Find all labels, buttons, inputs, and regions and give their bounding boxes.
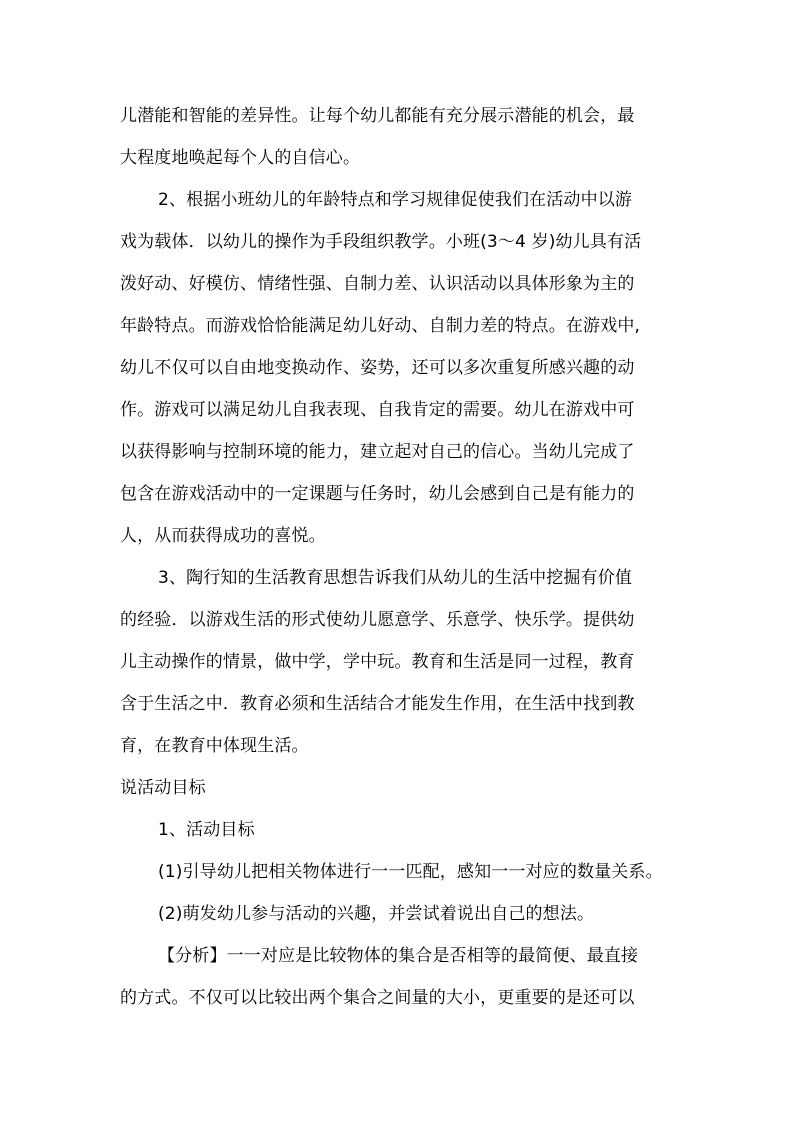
text-line: 含于生活之中．教育必须和生活结合才能发生作用，在生活中找到教 <box>120 694 635 714</box>
paragraph-3-start: 3、陶行知的生活教育思想告诉我们从幼儿的生活中挖掘有价值 <box>158 568 633 588</box>
analysis-paragraph-start: 【分析】一一对应是比较物体的集合是否相等的最简便、最直接 <box>158 946 639 966</box>
text-line: 大程度地唤起每个人的自信心。 <box>120 148 361 168</box>
section-heading: 说活动目标 <box>120 778 206 798</box>
text-line: 幼儿不仅可以自由地变换动作、姿势，还可以多次重复所感兴趣的动 <box>120 358 635 378</box>
text-line: 的经验．以游戏生活的形式使幼儿愿意学、乐意学、快乐学。提供幼 <box>120 610 635 630</box>
text-line: 作。游戏可以满足幼儿自我表现、自我肯定的需要。幼儿在游戏中可 <box>120 400 635 420</box>
text-line: 泼好动、好模仿、情绪性强、自制力差、认识活动以具体形象为主的 <box>120 274 635 294</box>
text-line: 人，从而获得成功的喜悦。 <box>120 526 326 546</box>
paragraph-2-start: 2、根据小班幼儿的年龄特点和学习规律促使我们在活动中以游 <box>158 190 633 210</box>
text-line: 儿潜能和智能的差异性。让每个幼儿都能有充分展示潜能的机会，最 <box>120 106 635 126</box>
subsection-heading: 1、活动目标 <box>158 820 255 840</box>
text-line: 戏为载体．以幼儿的操作为手段组织教学。小班(3～4 岁)幼儿具有活 <box>120 232 642 252</box>
text-line: 育，在教育中体现生活。 <box>120 736 309 756</box>
goal-item-1: (1)引导幼儿把相关物体进行一一匹配，感知一一对应的数量关系。 <box>158 862 663 882</box>
text-line: 儿主动操作的情景，做中学，学中玩。教育和生活是同一过程，教育 <box>120 652 635 672</box>
text-line: 包含在游戏活动中的一定课题与任务时，幼儿会感到自己是有能力的 <box>120 484 635 504</box>
goal-item-2: (2)萌发幼儿参与活动的兴趣，并尝试着说出自己的想法。 <box>158 904 595 924</box>
text-line: 的方式。不仅可以比较出两个集合之间量的大小，更重要的是还可以 <box>120 988 635 1008</box>
text-line: 以获得影响与控制环境的能力，建立起对自己的信心。当幼儿完成了 <box>120 442 635 462</box>
text-line: 年龄特点。而游戏恰恰能满足幼儿好动、自制力差的特点。在游戏中, <box>120 316 641 336</box>
